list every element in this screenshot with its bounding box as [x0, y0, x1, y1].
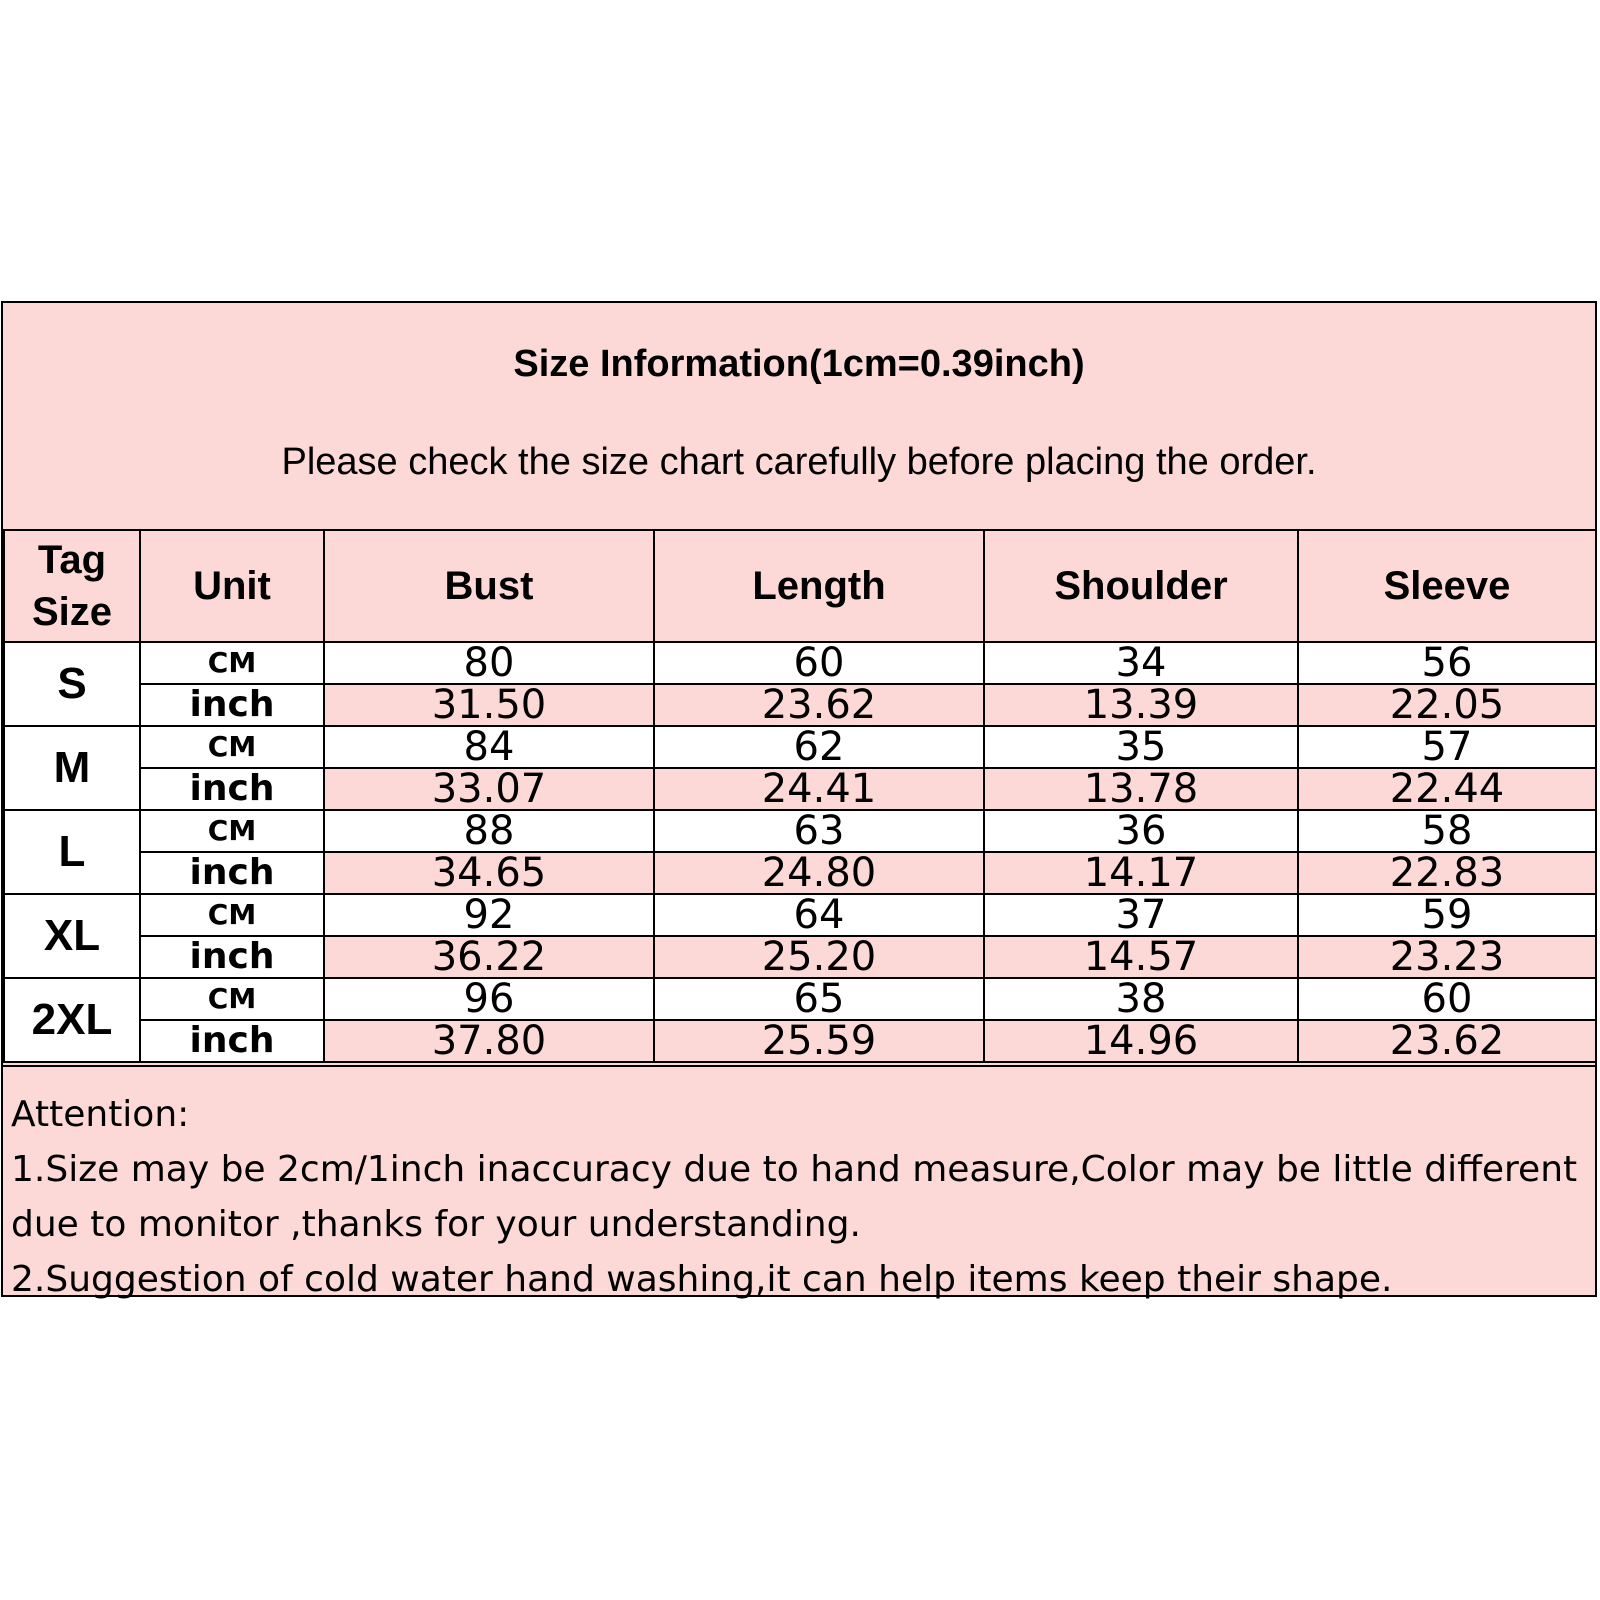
- tag-size-cell: S: [4, 642, 140, 726]
- column-header-length: Length: [654, 530, 984, 642]
- table-cell: 23.62: [1298, 1020, 1596, 1062]
- table-cell: 34.65: [324, 852, 654, 894]
- size-chart-header: [3, 303, 1595, 529]
- unit-cell-cm: CM: [140, 642, 324, 684]
- column-header-tag-size: Tag Size: [4, 530, 140, 642]
- tag-size-cell: L: [4, 810, 140, 894]
- table-cell: 36.22: [324, 936, 654, 978]
- tag-size-cell: M: [4, 726, 140, 810]
- unit-cell-cm: CM: [140, 726, 324, 768]
- table-cell: 34: [984, 642, 1298, 684]
- table-cell: 24.41: [654, 768, 984, 810]
- table-cell: 22.83: [1298, 852, 1596, 894]
- table-row: [4, 810, 1596, 852]
- table-row: [4, 852, 1596, 894]
- tag-size-cell: 2XL: [4, 978, 140, 1062]
- attention-notes: [3, 1065, 1595, 1300]
- unit-cell-inch: inch: [140, 852, 324, 894]
- table-cell: 23.62: [654, 684, 984, 726]
- table-cell: 80: [324, 642, 654, 684]
- table-cell: 14.17: [984, 852, 1298, 894]
- unit-cell-inch: inch: [140, 684, 324, 726]
- table-cell: 31.50: [324, 684, 654, 726]
- table-cell: 33.07: [324, 768, 654, 810]
- table-cell: 60: [654, 642, 984, 684]
- table-row: [4, 1020, 1596, 1062]
- table-row: [4, 726, 1596, 768]
- table-cell: 60: [1298, 978, 1596, 1020]
- column-header-sleeve: Sleeve: [1298, 530, 1596, 642]
- table-cell: 14.96: [984, 1020, 1298, 1062]
- table-row: [4, 936, 1596, 978]
- unit-cell-inch: inch: [140, 768, 324, 810]
- table-cell: 24.80: [654, 852, 984, 894]
- table-cell: 25.59: [654, 1020, 984, 1062]
- table-cell: 58: [1298, 810, 1596, 852]
- unit-cell-inch: inch: [140, 1020, 324, 1062]
- table-cell: 36: [984, 810, 1298, 852]
- table-cell: 88: [324, 810, 654, 852]
- table-cell: 63: [654, 810, 984, 852]
- table-body: [4, 642, 1596, 1062]
- table-cell: 65: [654, 978, 984, 1020]
- page-subtitle: Please check the size chart carefully before placing the order.: [281, 441, 1317, 483]
- table-cell: 22.05: [1298, 684, 1596, 726]
- table-cell: 37.80: [324, 1020, 654, 1062]
- table-row: [4, 642, 1596, 684]
- note-item: 2.Suggestion of cold water hand washing,it can help items keep their shape.: [11, 1259, 1393, 1300]
- table-cell: 23.23: [1298, 936, 1596, 978]
- size-table: [3, 529, 1597, 1063]
- table-cell: 35: [984, 726, 1298, 768]
- table-cell: 13.78: [984, 768, 1298, 810]
- tag-size-cell: XL: [4, 894, 140, 978]
- column-header-bust: Bust: [324, 530, 654, 642]
- note-item: 1.Size may be 2cm/1inch inaccuracy due to hand measure,Color may be little different due to monitor ,thanks for your understanding.: [11, 1149, 1578, 1245]
- table-cell: 84: [324, 726, 654, 768]
- table-cell: 13.39: [984, 684, 1298, 726]
- table-cell: 62: [654, 726, 984, 768]
- unit-cell-cm: CM: [140, 810, 324, 852]
- table-cell: 64: [654, 894, 984, 936]
- table-cell: 22.44: [1298, 768, 1596, 810]
- table-row: [4, 684, 1596, 726]
- column-header-unit: Unit: [140, 530, 324, 642]
- column-header-shoulder: Shoulder: [984, 530, 1298, 642]
- table-cell: 25.20: [654, 936, 984, 978]
- table-header-row: [4, 530, 1596, 642]
- table-cell: 59: [1298, 894, 1596, 936]
- notes-heading: Attention:: [11, 1094, 190, 1135]
- table-cell: 38: [984, 978, 1298, 1020]
- table-cell: 57: [1298, 726, 1596, 768]
- table-cell: 37: [984, 894, 1298, 936]
- page-title: Size Information(1cm=0.39inch): [513, 343, 1085, 385]
- table-cell: 14.57: [984, 936, 1298, 978]
- table-row: [4, 768, 1596, 810]
- table-row: [4, 978, 1596, 1020]
- unit-cell-inch: inch: [140, 936, 324, 978]
- unit-cell-cm: CM: [140, 894, 324, 936]
- table-cell: 96: [324, 978, 654, 1020]
- table-cell: 56: [1298, 642, 1596, 684]
- table-cell: 92: [324, 894, 654, 936]
- table-row: [4, 894, 1596, 936]
- unit-cell-cm: CM: [140, 978, 324, 1020]
- size-chart-sheet: [1, 301, 1597, 1300]
